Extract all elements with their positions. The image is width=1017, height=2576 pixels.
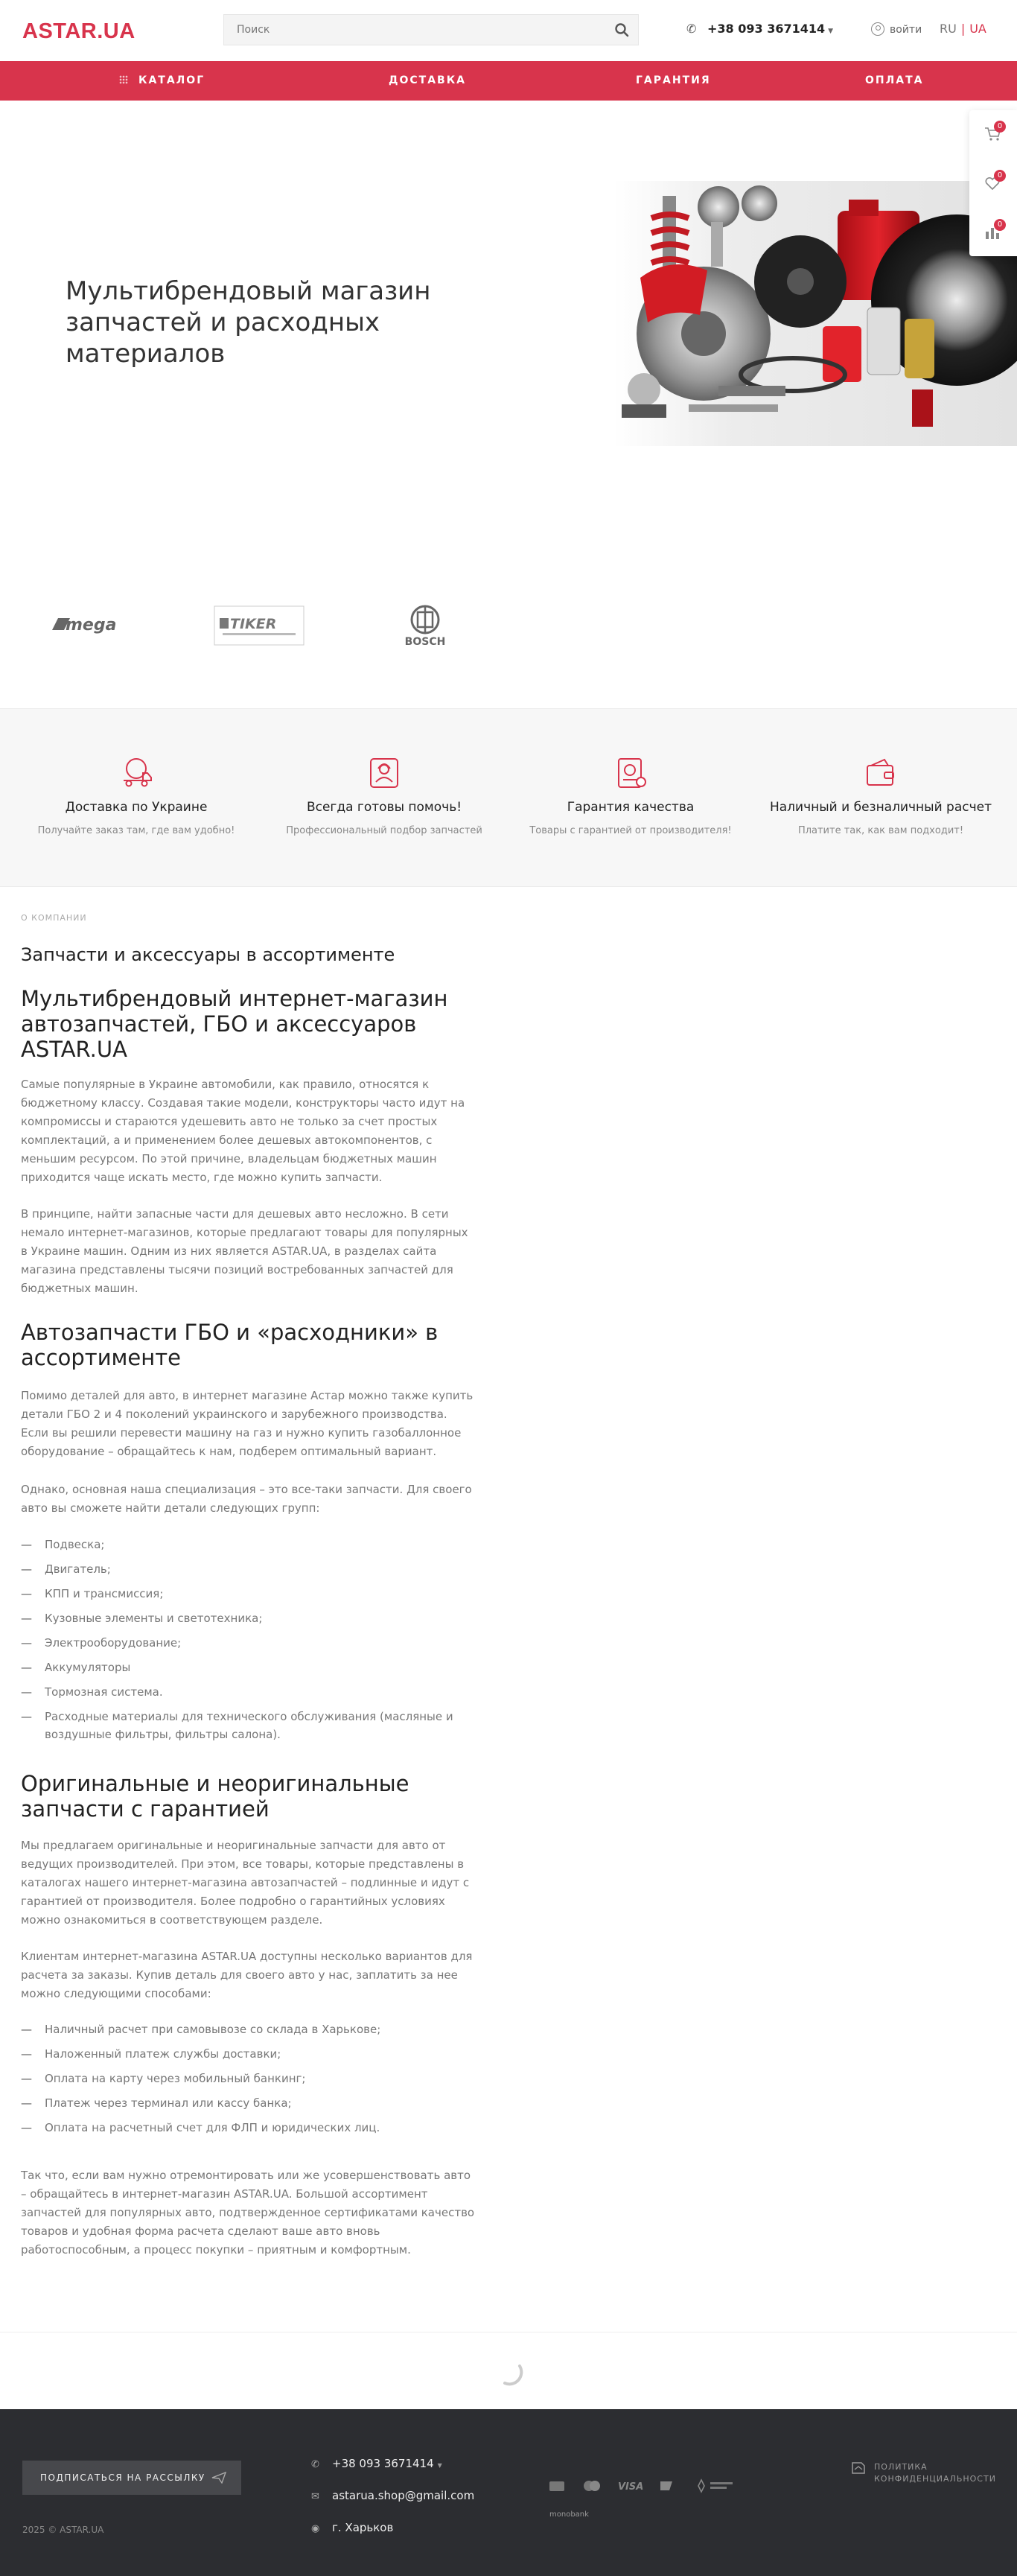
feature-payment bbox=[754, 757, 1007, 836]
features-section bbox=[0, 708, 1017, 887]
location-pin-icon: ◉ bbox=[311, 2523, 320, 2534]
nav-catalog-label[interactable]: КАТАЛОГ bbox=[138, 74, 205, 86]
wishlist-count-badge: 0 bbox=[994, 170, 1006, 182]
list-item: — Подвеска; bbox=[21, 1536, 475, 1553]
nav-delivery[interactable]: ДОСТАВКА bbox=[389, 74, 466, 86]
visa-icon bbox=[616, 2478, 646, 2493]
lang-ru[interactable]: RU bbox=[940, 22, 957, 36]
loading-spinner-icon bbox=[494, 2357, 524, 2387]
list-item: — КПП и трансмиссия; bbox=[21, 1585, 475, 1603]
document-icon bbox=[850, 2461, 867, 2475]
lang-ua[interactable]: UA bbox=[969, 22, 986, 36]
support-agent-icon bbox=[367, 757, 401, 789]
privat24-icon bbox=[694, 2478, 736, 2493]
delivery-truck-icon bbox=[119, 757, 153, 789]
feature-desc: Товары с гарантией от производителя! bbox=[529, 825, 732, 836]
feature-title: Доставка по Украине bbox=[65, 800, 208, 815]
privacy-policy-label[interactable]: ПОЛИТИКА КОНФИДЕНЦИАЛЬНОСТИ bbox=[874, 2462, 996, 2484]
brand-bosch[interactable] bbox=[399, 603, 451, 648]
compare-count-badge: 0 bbox=[994, 219, 1006, 231]
section-heading: Оригинальные и неоригинальные запчасти с гарантией bbox=[21, 1771, 409, 1822]
feature-support bbox=[258, 757, 511, 836]
side-wishlist[interactable] bbox=[969, 159, 1017, 207]
section-heading: Мультибрендовый интернет-магазин автозапчастей, ГБО и аксессуаров ASTAR.UA bbox=[21, 986, 448, 1062]
list-item: — Расходные материалы для технического обслуживания (масляные и воздушные фильтры, фильтры салона). bbox=[21, 1708, 475, 1743]
subscribe-button[interactable] bbox=[22, 2461, 241, 2495]
monobank-label: monobank bbox=[549, 2510, 589, 2519]
brands-strip bbox=[0, 588, 1017, 663]
header-phone[interactable] bbox=[686, 22, 833, 36]
feature-title: Всегда готовы помочь! bbox=[306, 800, 462, 815]
main-nav bbox=[0, 61, 1017, 101]
lang-separator: | bbox=[960, 22, 966, 36]
feature-desc: Профессиональный подбор запчастей bbox=[286, 825, 482, 836]
list-item: — Наличный расчет при самовывозе со склада в Харькове; bbox=[21, 2020, 475, 2038]
paragraph: Самые популярные в Украине автомобили, как правило, относятся к бюджетному классу. Создавая такие модели, конструкторы часто идут на компромиссы и стараются удешевить авто не только за счет простых комплектаций, а и применением более дешевых автокомпонентов, с меньшим ресурсом. По этой причине, владельцам бюджетных машин приходится чаще искать место, где можно купить запчасти. bbox=[21, 1078, 465, 1184]
header bbox=[0, 0, 1017, 61]
footer-email-address[interactable]: astarua.shop@gmail.com bbox=[332, 2489, 475, 2502]
mega-logo bbox=[46, 603, 143, 648]
hero-title: Мультибрендовый магазин запчастей и расходных материалов bbox=[66, 276, 431, 369]
visa-text: VISA bbox=[618, 2481, 644, 2493]
footer-address bbox=[311, 2521, 393, 2534]
copyright: 2025 © ASTAR.UA bbox=[22, 2525, 104, 2535]
list-item: — Наложенный платеж службы доставки; bbox=[21, 2045, 475, 2063]
privacy-policy-link[interactable] bbox=[850, 2461, 996, 2485]
footer bbox=[0, 2409, 1017, 2576]
feature-quality bbox=[504, 757, 757, 836]
footer-phone[interactable] bbox=[311, 2457, 442, 2470]
paragraph: Помимо деталей для авто, в интернет магазине Астар можно также купить детали ГБО 2 и 4 поколений украинского и зарубежного производства. Если вы решили перевести машину на газ и нужно купить газобаллонное оборудование – обращайтесь к нам, подберем оптимальный вариант. bbox=[21, 1389, 474, 1458]
nav-catalog[interactable] bbox=[119, 61, 205, 101]
search-box bbox=[223, 14, 639, 45]
search-icon[interactable] bbox=[614, 22, 629, 37]
wallet-icon bbox=[864, 757, 898, 789]
footer-phone-number[interactable]: +38 093 3671414 bbox=[332, 2457, 434, 2470]
cart-count-badge: 0 bbox=[994, 121, 1006, 133]
paragraph: Клиентам интернет-магазина ASTAR.UA доступны несколько вариантов для расчета за заказы. Купив деталь для своего авто у нас, заплатить за нее можно следующими способами: bbox=[21, 1950, 473, 2000]
login-label[interactable]: войти bbox=[890, 24, 922, 36]
login-link[interactable] bbox=[871, 22, 922, 36]
feature-desc: Получайте заказ там, где вам удобно! bbox=[37, 825, 235, 836]
feature-delivery bbox=[10, 757, 263, 836]
list-item: — Платеж через терминал или кассу банка; bbox=[21, 2094, 475, 2112]
feature-title: Гарантия качества bbox=[567, 800, 695, 815]
paragraph: Однако, основная наша специализация – это все-таки запчасти. Для своего авто вы сможете найти детали следующих групп: bbox=[21, 1483, 472, 1515]
list-item: — Электрооборудование; bbox=[21, 1634, 475, 1652]
wallet-pay-icon bbox=[548, 2478, 567, 2493]
about-section bbox=[21, 913, 475, 2257]
user-icon bbox=[871, 22, 884, 36]
side-cart[interactable] bbox=[969, 110, 1017, 158]
send-icon bbox=[211, 2472, 226, 2484]
tiker-logo bbox=[214, 603, 305, 648]
side-panel bbox=[969, 110, 1017, 256]
list-item: — Оплата на карту через мобильный банкинг; bbox=[21, 2070, 475, 2087]
page-title: Запчасти и аксессуары в ассортименте bbox=[21, 944, 395, 965]
footer-email[interactable] bbox=[311, 2489, 474, 2502]
email-icon: ✉ bbox=[311, 2491, 319, 2502]
bosch-logo-text: BOSCH bbox=[404, 636, 446, 648]
brand-mega[interactable] bbox=[46, 603, 143, 648]
paragraph: Мы предлагаем оригинальные и неоригинальные запчасти для авто от ведущих производителей. При этом, все товары, которые представлены в каталогах нашего интернет-магазина автозапчастей – подлинные и идут с гарантией от производителя. Более подробно о гарантийных условиях можно ознакомиться в соответствующем разделе. bbox=[21, 1839, 470, 1927]
phone-icon: ✆ bbox=[686, 22, 697, 36]
paragraph: В принципе, найти запасные части для дешевых авто несложно. В сети немало интернет-магазинов, которые предлагают товары для популярных в Украине машин. Одним из них является ASTAR.UA, в разделах сайта магазина представлены тысячи позиций востребованных запчастей для бюджетных машин. bbox=[21, 1207, 468, 1295]
nav-warranty[interactable]: ГАРАНТИЯ bbox=[636, 74, 711, 86]
phone-icon: ✆ bbox=[311, 2459, 319, 2470]
parts-groups-list bbox=[21, 1536, 475, 1743]
brand-tiker[interactable] bbox=[214, 603, 305, 648]
mega-logo-text: mega bbox=[66, 616, 117, 635]
feature-desc: Платите так, как вам подходит! bbox=[797, 825, 964, 836]
mastercard-icon bbox=[581, 2478, 603, 2493]
list-item: — Двигатель; bbox=[21, 1560, 475, 1578]
bosch-logo bbox=[399, 603, 451, 649]
grid-icon bbox=[119, 75, 128, 84]
subscribe-label[interactable]: ПОДПИСАТЬСЯ НА РАССЫЛКУ bbox=[40, 2472, 205, 2483]
side-compare[interactable] bbox=[969, 209, 1017, 256]
hero-banner bbox=[0, 101, 1017, 562]
list-item: — Оплата на расчетный счет для ФЛП и юридических лиц. bbox=[21, 2119, 475, 2137]
footer-city: г. Харьков bbox=[332, 2521, 394, 2534]
list-item: — Аккумуляторы bbox=[21, 1659, 475, 1676]
header-phone-number[interactable]: +38 093 3671414 bbox=[707, 22, 826, 36]
breadcrumb[interactable]: О КОМПАНИИ bbox=[21, 913, 87, 923]
site-logo[interactable]: ASTAR.UA bbox=[22, 19, 136, 43]
hero-auto-parts-image bbox=[599, 151, 1017, 446]
feature-title: Наличный и безналичный расчет bbox=[769, 800, 992, 815]
tiker-logo-text: TIKER bbox=[230, 616, 277, 632]
search-input[interactable] bbox=[224, 15, 596, 45]
payment-methods-list bbox=[21, 2020, 475, 2137]
list-item: — Кузовные элементы и светотехника; bbox=[21, 1609, 475, 1627]
certificate-icon bbox=[613, 757, 648, 789]
bank-card-icon bbox=[658, 2478, 676, 2493]
nav-payment[interactable]: ОПЛАТА bbox=[865, 74, 924, 86]
language-switcher bbox=[940, 22, 986, 36]
chevron-down-icon[interactable]: ▼ bbox=[828, 28, 834, 35]
list-item: — Тормозная система. bbox=[21, 1683, 475, 1701]
section-heading: Автозапчасти ГБО и «расходники» в ассортименте bbox=[21, 1320, 439, 1370]
chevron-down-icon[interactable]: ▼ bbox=[437, 2462, 442, 2469]
paragraph: Так что, если вам нужно отремонтировать или же усовершенствовать авто – обращайтесь в интернет-магазин ASTAR.UA. Большой ассортимент запчастей для популярных авто, подтвержденное сертификатами качество товаров и удобная форма расчета сделают ваше авто вновь работоспособным, а процесс покупки – приятным и комфортным. bbox=[21, 2169, 475, 2257]
